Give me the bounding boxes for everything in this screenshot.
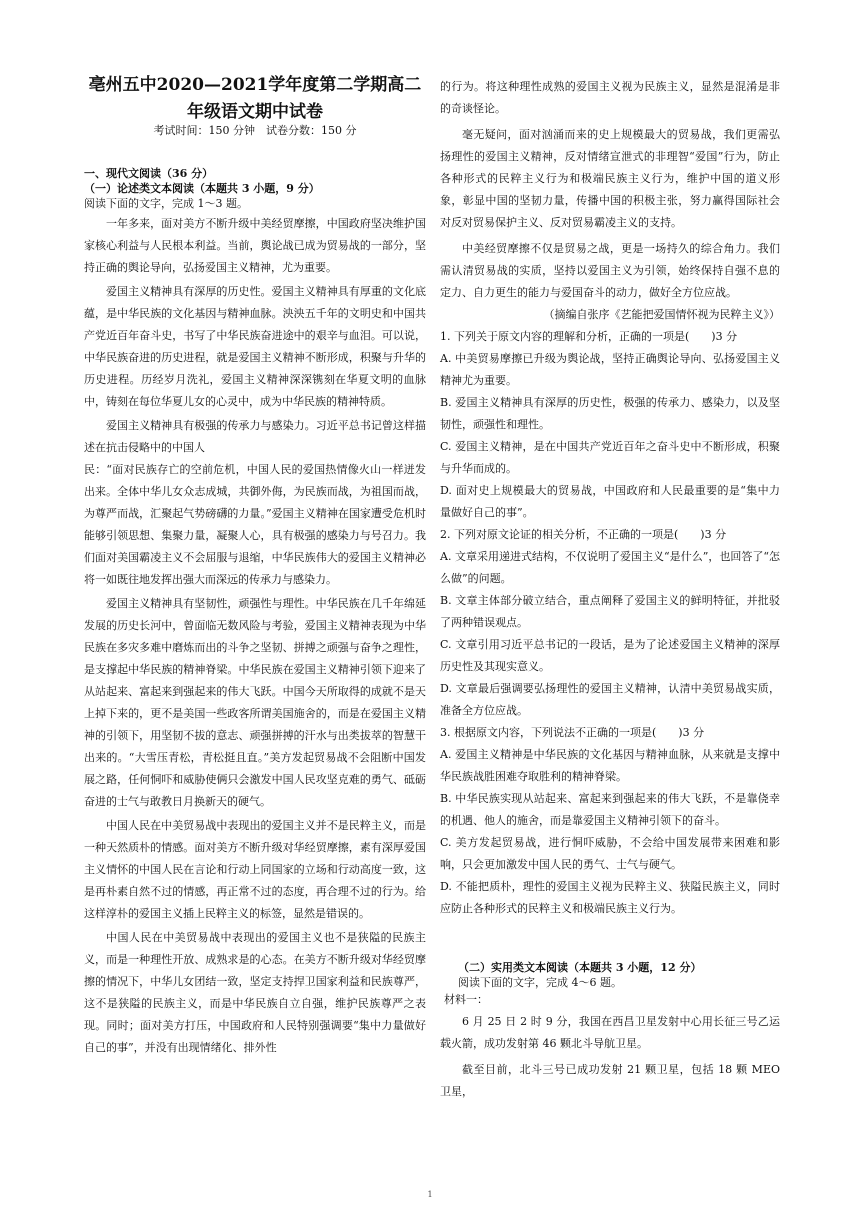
question-stem: 1. 下列关于原文内容的理解和分析，正确的一项是( )3 分: [440, 330, 738, 343]
paragraph: 爱国主义精神具有极强的传承力与感染力。习近平总书记曾这样描述在抗击侵略中的中国人: [84, 419, 426, 454]
question-1: [440, 326, 780, 524]
subsection-heading: （二）实用类文本阅读（本题共 3 小题，12 分）: [458, 961, 702, 974]
paragraph: 中国人民在中美贸易战中表现出的爱国主义并不是民粹主义，而是一种天然质朴的情感。面对美方不断升级对华经贸摩擦，素有深厚爱国主义情怀的中国人民在言论和行动上同国家的立场和行动高度一致，这是再朴素自然不过的情感，再正常不过的态度，再合理不过的行为。给这样淳朴的爱国主义插上民粹主义的标签，显然是错误的。: [84, 819, 426, 920]
option-b: B. 爱国主义精神具有深厚的历史性，极强的传承力、感染力，以及坚韧性，顽强性和理性。: [440, 396, 780, 431]
exam-title: 亳州五中2020—2021学年度第二学期高二年级语文期中试卷: [88, 75, 422, 122]
option-d: D. 不能把质朴，理性的爱国主义视为民粹主义、狭隘民族主义，同时应防止各种形式的民粹主义和极端民族主义行为。: [440, 880, 780, 915]
paragraph: 截至目前，北斗三号已成功发射 21 颗卫星，包括 18 颗 MEO 卫星，: [440, 1063, 780, 1098]
question-3: [440, 722, 780, 920]
question-2: [440, 524, 780, 722]
paragraph: 毫无疑问，面对汹涌而来的史上规模最大的贸易战，我们更需弘扬理性的爱国主义精神，反对情绪宣泄式的非理智“爱国”行为，防止各种形式的民粹主义行为和极端民族主义行为，维护中国的道义形象，彰显中国的坚韧力量，传播中国的积极主张，努力赢得国际社会对反对贸易保护主义、反对贸易霸凌主义的支持。: [440, 128, 780, 229]
option-b: B. 中华民族实现从站起来、富起来到强起来的伟大飞跃，不是靠侥幸的机遇、他人的施舍，而是靠爱国主义精神引领下的奋斗。: [440, 792, 780, 827]
section-heading: 一、现代文阅读（36 分）: [84, 167, 214, 180]
option-c: C. 美方发起贸易战，进行恫吓威胁，不会给中国发展带来困难和影响，只会更加激发中国人民的勇气、士气与硬气。: [440, 836, 780, 871]
option-c: C. 文章引用习近平总书记的一段话，是为了论述爱国主义精神的深厚历史性及其现实意义。: [440, 638, 780, 673]
paragraph: 6 月 25 日 2 时 9 分，我国在西昌卫星发射中心用长征三号乙运载火箭，成功发射第 46 颗北斗导航卫星。: [440, 1015, 780, 1050]
subsection-heading: （一）论述类文本阅读（本题共 3 小题，9 分）: [84, 182, 320, 195]
option-a: A. 文章采用递进式结构，不仅说明了爱国主义“是什么”，也回答了“怎么做”的问题。: [440, 550, 780, 585]
source-citation: （摘编自张序《艺能把爱国情怀视为民粹主义》）: [543, 308, 780, 321]
question-stem: 3. 根据原文内容，下列说法不正确的一项是( )3 分: [440, 726, 705, 739]
section-2: [440, 960, 780, 1103]
page-number: 1: [427, 1190, 433, 1199]
option-c: C. 爱国主义精神，是在中国共产党近百年之奋斗史中不断形成，积聚与升华而成的。: [440, 440, 780, 475]
paragraph: 中国人民在中美贸易战中表现出的爱国主义也不是狭隘的民族主义，而是一种理性开放、成熟求是的心态。在美方不断升级对华经贸摩擦的情况下，中华儿女团结一致，坚定支持捍卫国家利益和民族尊严，这不是狭隘的民族主义，而是中华民族自立自强，维护民族尊严之表现。同时；面对美方打压，中国政府和人民特别强调要“集中力量做好自己的事”，并没有出现情绪化、排外性: [84, 931, 426, 1054]
paragraph: 的行为。将这种理性成熟的爱国主义视为民族主义，显然是混淆是非的奇谈怪论。: [440, 80, 780, 115]
option-d: D. 面对史上规模最大的贸易战，中国政府和人民最重要的是“集中力量做好自己的事”。: [440, 484, 780, 519]
option-a: A. 爱国主义精神是中华民族的文化基因与精神血脉，从来就是支撑中华民族战胜困难夺取胜利的精神脊梁。: [440, 748, 780, 783]
paragraph: 爱国主义精神具有深厚的历史性。爱国主义精神具有厚重的文化底蕴，是中华民族的文化基因与精神血脉。泱泱五千年的文明史和中国共产党近百年奋斗史，书写了中华民族奋进途中的艰辛与血泪。可以说，中华民族奋进的历史进程，就是爱国主义精神不断形成，积聚与升华的历史进程。历经岁月洗礼，爱国主义精神深深镌刻在华夏文明的血脉中，铸刻在每位华夏儿女的心灵中，成为中华民族的精神特质。: [84, 285, 426, 408]
option-b: B. 文章主体部分破立结合，重点阐释了爱国主义的鲜明特征，并批驳了两种错误观点。: [440, 594, 780, 629]
paragraph: 民：“面对民族存亡的空前危机，中国人民的爱国热情像火山一样迸发出来。全体中华儿女众志成城，共御外侮，为民族而战，为祖国而战，为尊严而战，汇聚起气势磅礴的力量。”爱国主义精神在国家遭受危机时能够引领思想、集聚力量，凝聚人心，具有极强的感染力与号召力。我们面对美国霸凌主义不会屈服与退缩，中华民族伟大的爱国主义精神必将一如既往地发挥出强大而深远的传承力与感染力。: [84, 463, 426, 586]
exam-info: 考试时间：150 分钟 试卷分数：150 分: [153, 124, 357, 137]
paragraph: 一年多来，面对美方不断升级中美经贸摩擦，中国政府坚决维护国家核心利益与人民根本利益。当前，舆论战已成为贸易战的一部分，坚持正确的舆论导向，弘扬爱国主义精神，尤为重要。: [84, 217, 426, 274]
instruction: 阅读下面的文字，完成 1～3 题。: [84, 197, 248, 210]
instruction: 阅读下面的文字，完成 4～6 题。: [458, 976, 622, 989]
material-label: 材料一：: [444, 993, 488, 1006]
paragraph: 爱国主义精神具有坚韧性，顽强性与理性。中华民族在几千年绵延发展的历史长河中，曾面临无数风险与考验，爱国主义精神表现为中华民族在多灾多难中磨炼而出的斗争之坚韧、拼搏之顽强与奋争之理性，是支撑起中华民族的精神脊梁。中华民族在爱国主义精神引领下迎来了从站起来、富起来到强起来的伟大飞跃。中国今天所取得的成就不是天上掉下来的，更不是美国一些政客所谓美国施舍的，而是在爱国主义精神的引领下，用坚韧不拔的意志、顽强拼搏的汗水与出类拔萃的智慧干出来的。“大雪压青松，青松挺且直。”美方发起贸易战不会阻断中国发展之路，任何恫吓和威胁使俩只会激发中国人民攻坚克难的勇气、砥砺奋进的士气与敢教日月换新天的硬气。: [84, 597, 426, 808]
option-a: A. 中美贸易摩擦已升级为舆论战，坚持正确舆论导向、弘扬爱国主义精神尤为重要。: [440, 352, 780, 387]
question-stem: 2. 下列对原文论证的相关分析，不正确的一项是( )3 分: [440, 528, 727, 541]
option-d: D. 文章最后强调要弘扬理性的爱国主义精神，认清中美贸易战实质，准备全方位应战。: [440, 682, 780, 717]
paragraph: 中美经贸摩擦不仅是贸易之战，更是一场持久的综合角力。我们需认清贸易战的实质，坚持以爱国主义为引领，始终保持自强不息的定力、自力更生的能力与爱国奋斗的动力，做好全方位应战。: [440, 242, 780, 299]
